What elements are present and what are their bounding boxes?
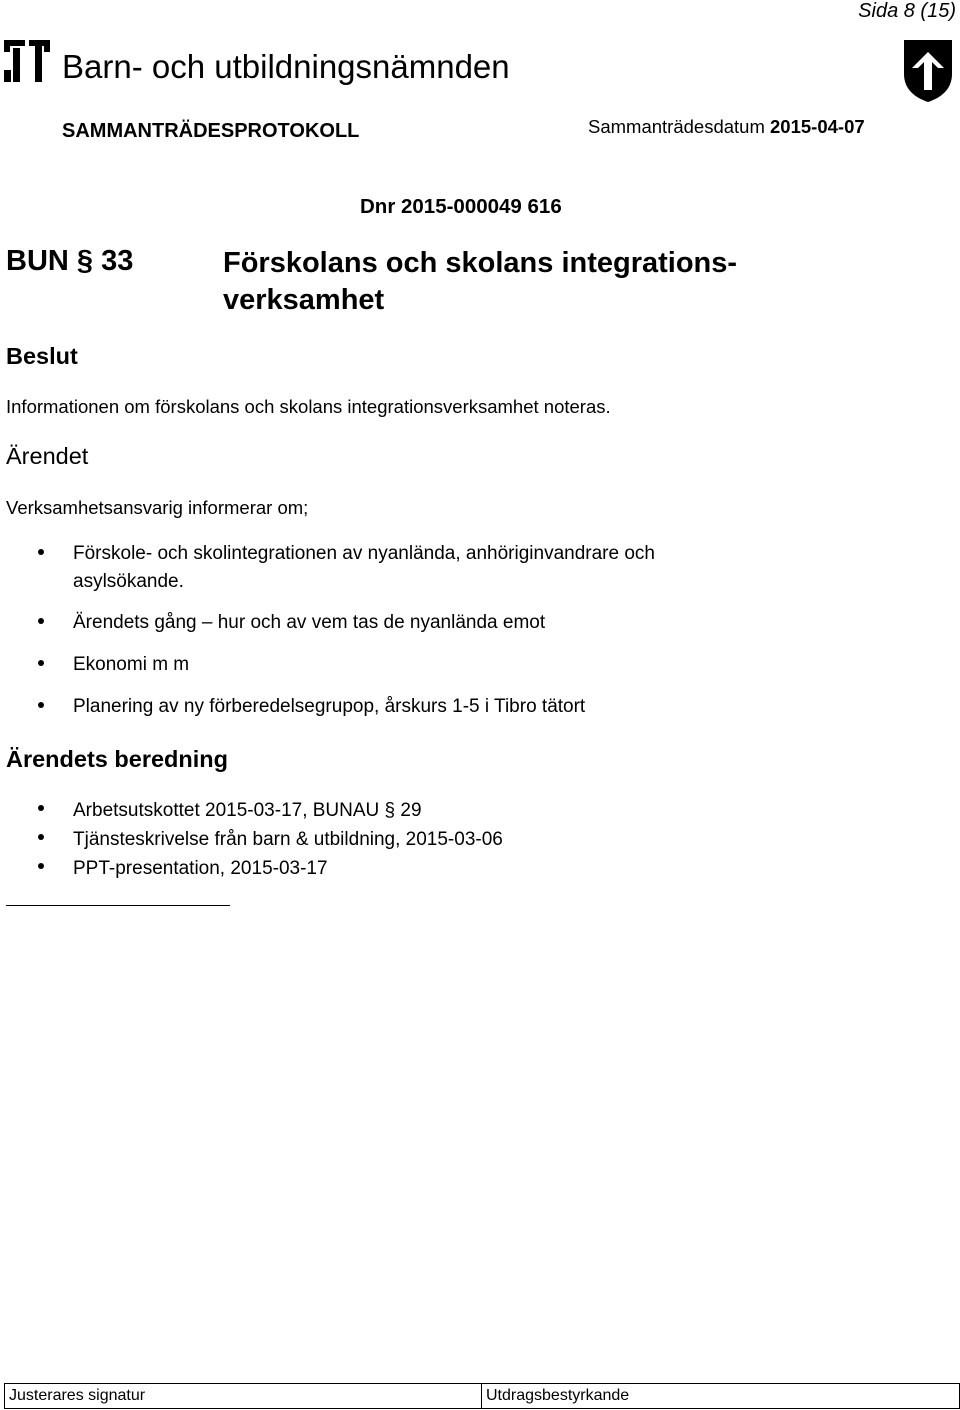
list-item-text: Tjänsteskrivelse från barn & utbildning, 2015-03-06 xyxy=(73,829,503,850)
list-item xyxy=(0,609,655,651)
list-item xyxy=(0,796,503,825)
list-item-text: Ekonomi m m xyxy=(73,654,190,675)
meeting-date-label: Sammanträdesdatum xyxy=(588,116,765,137)
organization-name: Barn- och utbildningsnämnden xyxy=(62,48,510,85)
protocol-title: SAMMANTRÄDESPROTOKOLL xyxy=(62,120,360,142)
list-item-text: PPT-presentation, 2015-03-17 xyxy=(73,858,328,879)
case-title-line1: Förskolans och skolans integrations- xyxy=(223,247,738,279)
list-item-text-cont: asylsökande. xyxy=(73,571,184,592)
list-item xyxy=(0,825,503,854)
bullet-icon xyxy=(38,863,44,869)
bullet-icon xyxy=(38,618,44,624)
preparation-heading: Ärendets beredning xyxy=(6,746,228,772)
case-reference-number: Dnr 2015-000049 616 xyxy=(360,195,562,218)
bullet-icon xyxy=(38,702,44,708)
case-title-line2: verksamhet xyxy=(223,284,385,316)
matter-heading: Ärendet xyxy=(6,443,89,469)
adjuster-signature-label: Justerares signatur xyxy=(9,1387,146,1404)
meeting-date xyxy=(588,116,865,138)
list-item xyxy=(0,693,655,723)
extract-certification-label: Utdragsbestyrkande xyxy=(486,1387,630,1404)
bullet-icon xyxy=(38,834,44,840)
case-title xyxy=(223,245,823,319)
bullet-icon xyxy=(38,549,44,555)
bullet-icon xyxy=(38,805,44,811)
list-item xyxy=(0,651,655,693)
list-item-text: Förskole- och skolintegrationen av nyanlända, anhöriginvandrare och xyxy=(73,543,655,564)
list-item-text: Arbetsutskottet 2015-03-17, BUNAU § 29 xyxy=(73,800,422,821)
decision-heading: Beslut xyxy=(6,343,78,369)
case-number: BUN § 33 xyxy=(6,245,134,277)
decision-text: Informationen om förskolans och skolans integrationsverksamhet noteras. xyxy=(6,396,611,417)
coat-of-arms-icon xyxy=(902,38,954,109)
list-item-text: Ärendets gång – hur och av vem tas de nyanlända emot xyxy=(73,612,546,633)
preparation-list xyxy=(0,796,503,883)
matter-list xyxy=(0,540,655,723)
municipality-logo-icon xyxy=(4,40,52,87)
list-item xyxy=(0,540,655,602)
page-number: Sida 8 (15) xyxy=(858,0,956,22)
meeting-date-value: 2015-04-07 xyxy=(770,116,865,137)
matter-intro: Verksamhetsansvarig informerar om; xyxy=(6,497,309,518)
list-item xyxy=(0,854,503,883)
separator-line xyxy=(6,905,230,906)
list-item-text: Planering av ny förberedelsegrupop, årskurs 1-5 i Tibro tätort xyxy=(73,696,586,717)
bullet-icon xyxy=(38,660,44,666)
footer-signature-box xyxy=(4,1383,960,1409)
